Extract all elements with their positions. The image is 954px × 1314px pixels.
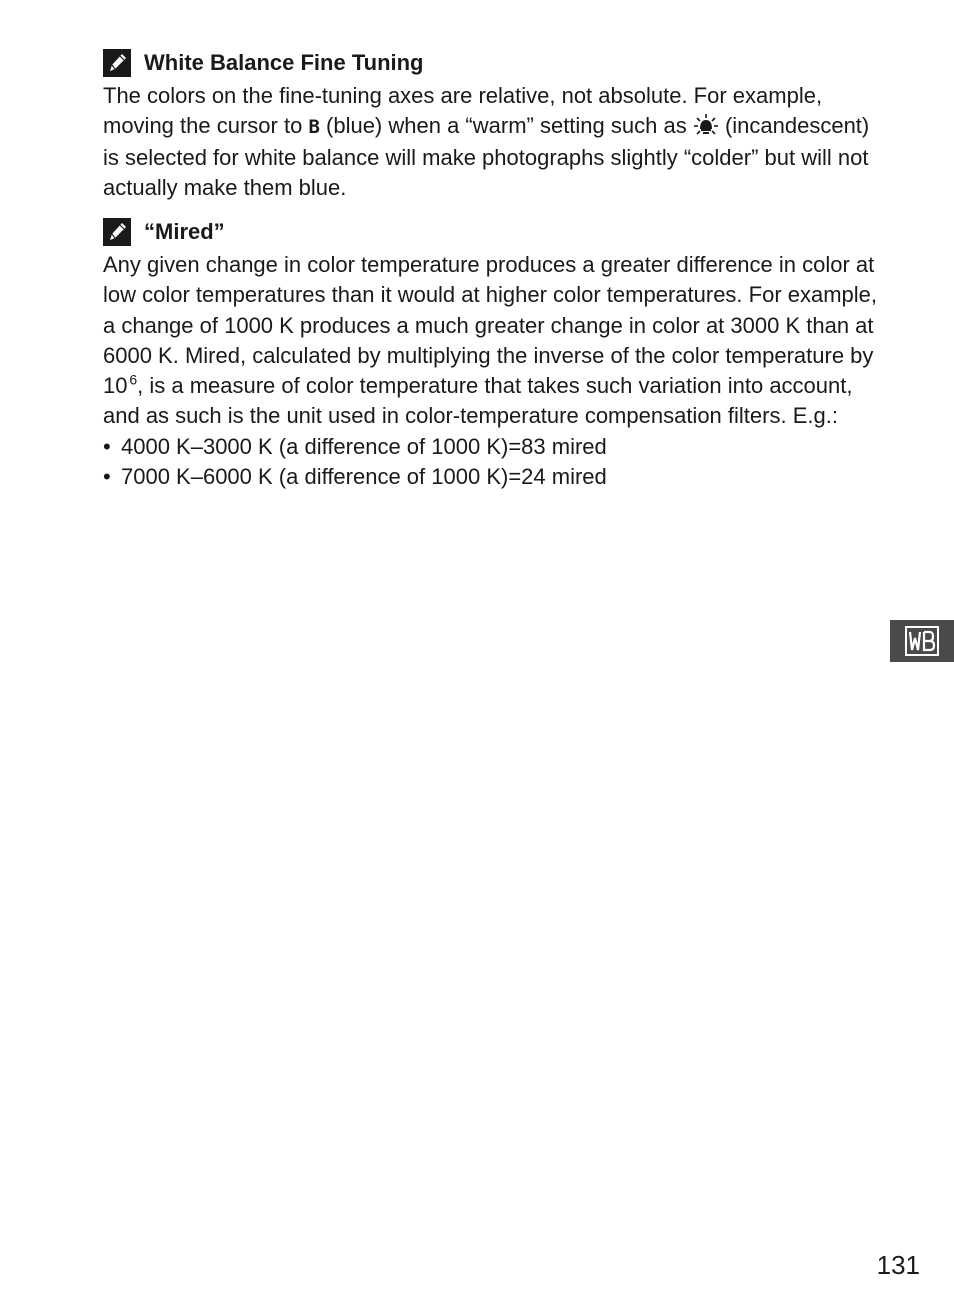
incandescent-bulb-icon xyxy=(693,114,719,136)
list-item-text: 4000 K–3000 K (a difference of 1000 K)=83 mired xyxy=(121,433,607,459)
list-item xyxy=(103,462,878,492)
note-body-text: , is a measure of color temperature that takes such variation into account, and as such is the unit used in color-temperature compensation filters. E.g.: xyxy=(103,373,853,429)
chapter-tab-white-balance[interactable] xyxy=(890,620,954,662)
page-number: 131 xyxy=(876,1250,920,1280)
exponent: 6 xyxy=(129,371,138,388)
note-body xyxy=(103,250,878,432)
note-body-text: (incandescent) is selected for white balance will make photographs slightly “colder” but will not actually make them blue. xyxy=(103,113,870,200)
note-body-text: The colors on the fine-tuning axes are relative, not absolute. For example, moving the cursor to xyxy=(103,83,823,139)
pencil-note-icon xyxy=(103,49,131,77)
mired-example-list xyxy=(103,432,878,493)
note-mired xyxy=(103,217,878,492)
list-item xyxy=(103,432,878,462)
note-title: “Mired” xyxy=(144,219,225,244)
list-item-text: 7000 K–6000 K (a difference of 1000 K)=24 mired xyxy=(121,464,607,490)
bullet-symbol: • xyxy=(103,433,111,459)
note-body-text: Any given change in color temperature produces a greater difference in color at low color temperatures than it would at higher color temperatures. For example, a change of 1000 K produces a much greater change in color at 3000 K than at 6000 K. Mired, calculated by multiplying the inverse of the color temperature by 10 xyxy=(103,252,878,399)
note-body xyxy=(103,81,878,203)
note-white-balance-fine-tuning xyxy=(103,48,878,203)
pencil-note-icon xyxy=(103,218,131,246)
note-title: White Balance Fine Tuning xyxy=(144,50,424,75)
note-body-text: (blue) when a “warm” setting such as xyxy=(319,113,693,139)
blue-axis-label: B xyxy=(308,116,320,139)
note-header xyxy=(103,48,878,78)
bullet-symbol: • xyxy=(103,464,111,490)
note-header xyxy=(103,217,878,247)
white-balance-wb-icon xyxy=(905,626,939,656)
